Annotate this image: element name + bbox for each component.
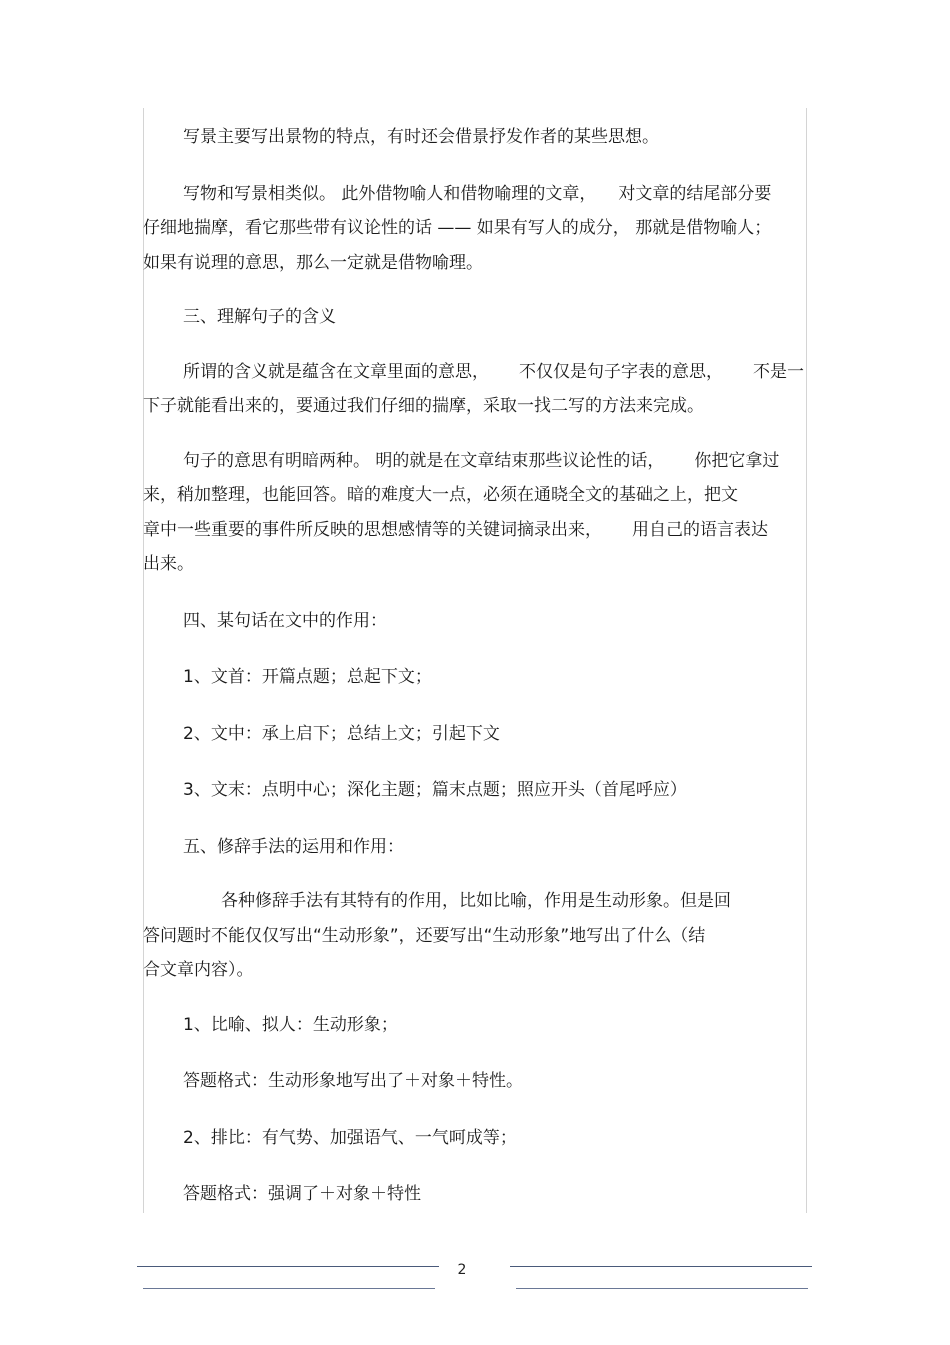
text-line: 合文章内容）。 <box>143 960 254 980</box>
list-item: 3、文末：点明中心；深化主题；篇末点题；照应开头（首尾呼应） <box>183 780 687 800</box>
paragraph-rhetoric <box>143 884 807 988</box>
document-body <box>143 120 807 1212</box>
list-item: 1、文首：开篇点题；总起下文； <box>183 667 432 687</box>
paragraph-objects <box>143 177 807 281</box>
text-line: 来，稍加整理，也能回答。暗的难度大一点，必须在通晓全文的基础之上，把文 <box>143 485 738 505</box>
text-line: 写景主要写出景物的特点，有时还会借景抒发作者的某些思想。 <box>183 127 659 147</box>
paragraph-sentence-meaning <box>143 444 807 582</box>
text-line: 出来。 <box>143 554 194 574</box>
list-item: 2、文中：承上启下；总结上文；引起下文 <box>183 723 500 744</box>
text-line: 章中一些重要的事件所反映的思想感情等的关键词摘录出来， 用自己的语言表达 <box>143 519 768 540</box>
text-line: 如果有说理的意思，那么一定就是借物喻理。 <box>143 252 483 273</box>
page-footer <box>0 1258 950 1298</box>
section-heading-4: 四、某句话在文中的作用： <box>183 610 387 631</box>
paragraph-meaning <box>143 355 807 424</box>
footer-rule <box>137 1266 439 1267</box>
section-heading-5: 五、修辞手法的运用和作用： <box>183 836 404 857</box>
answer-format: 答题格式：生动形象地写出了＋对象＋特性。 <box>183 1071 523 1091</box>
text-line: 答问题时不能仅仅写出“生动形象”，还要写出“生动形象”地写出了什么（结 <box>143 925 706 946</box>
page-number: 2 <box>457 1262 467 1278</box>
text-line: 各种修辞手法有其特有的作用，比如比喻，作用是生动形象。但是回 <box>221 891 731 911</box>
text-line: 下子就能看出来的，要通过我们仔细的揣摩，采取一找二写的方法来完成。 <box>143 396 704 416</box>
text-line: 句子的意思有明暗两种。 明的就是在文章结束那些议论性的话， 你把它拿过 <box>183 450 780 471</box>
section-heading-3: 三、理解句子的含义 <box>183 307 336 327</box>
footer-rule <box>516 1288 808 1289</box>
text-line: 写物和写景相类似。 此外借物喻人和借物喻理的文章， 对文章的结尾部分要 <box>183 183 772 204</box>
footer-rule <box>510 1266 812 1267</box>
text-line: 仔细地揣摩，看它那些带有议论性的话 —— 如果有写人的成分， 那就是借物喻人； <box>143 218 772 238</box>
footer-rule <box>143 1288 435 1289</box>
paragraph-scenery <box>143 120 807 155</box>
list-item: 2、排比：有气势、加强语气、一气呵成等； <box>183 1127 517 1148</box>
text-line: 所谓的含义就是蕴含在文章里面的意思， 不仅仅是句子字表的意思， 不是一 <box>183 361 804 382</box>
list-item: 1、比喻、拟人：生动形象； <box>183 1014 398 1035</box>
answer-format: 答题格式：强调了＋对象＋特性 <box>183 1184 421 1204</box>
